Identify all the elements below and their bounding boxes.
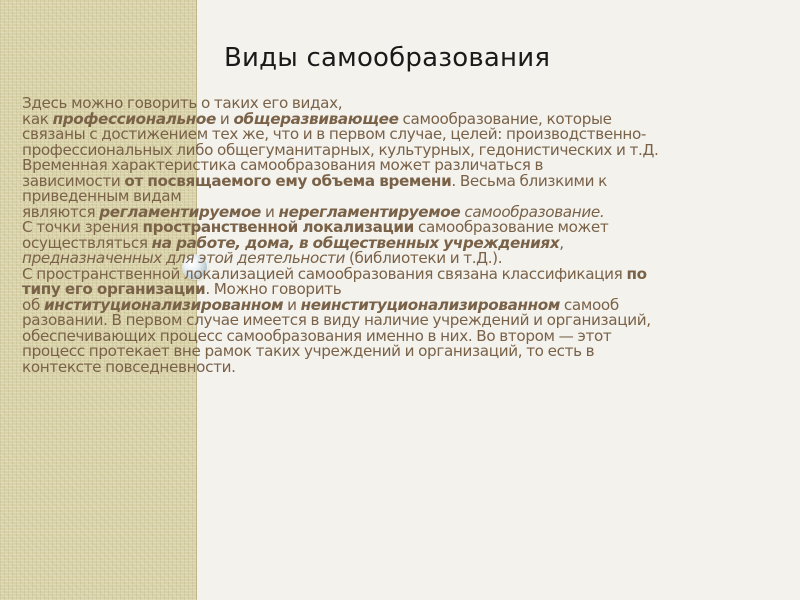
emphasized-text: общеразвивающее: [233, 109, 399, 128]
body-text-segment: являются: [22, 202, 100, 221]
body-text-segment: приведенным видам: [22, 187, 182, 205]
body-text-segment: связаны с достижением тех же, что и в первом случае, целей: производственно-: [22, 125, 647, 143]
body-text-segment: (библиотеки и т.Д.).: [344, 249, 503, 267]
emphasized-text: предназначенных для этой деятельности: [22, 249, 345, 267]
body-text-segment: . Можно говорить: [205, 280, 342, 298]
emphasized-text: на работе, дома, в общественных учреждениях: [151, 233, 560, 252]
body-text-segment: и: [261, 202, 279, 221]
body-text-segment: Временная характеристика самообразования может различаться в: [22, 156, 544, 174]
body-text-segment: осуществляться: [22, 233, 152, 252]
emphasized-text: самообразование.: [464, 202, 605, 221]
emphasized-text: типу его организации: [22, 280, 206, 298]
body-text-segment: профессиональных либо общегуманитарных, культурных, гедонистических и т.Д.: [22, 140, 659, 159]
body-text-segment: зависимости: [22, 171, 125, 190]
emphasized-text: нерегламентируемое: [278, 202, 461, 221]
body-text-segment: . Весьма близкими к: [451, 171, 607, 190]
body-text-segment: Здесь можно говорить о таких его видах,: [22, 94, 343, 112]
body-text-segment: как: [22, 109, 53, 128]
emphasized-text: от посвящаемого ему объема времени: [124, 171, 452, 190]
slide-title: Виды самообразования: [224, 43, 551, 73]
body-text-segment: С пространственной локализацией самообразования связана классификация: [22, 264, 627, 283]
body-text-segment: самообразование может: [413, 218, 609, 236]
emphasized-text: неинституционализированном: [300, 295, 560, 314]
body-text-segment: об: [22, 295, 44, 314]
body-text-segment: С точки зрения: [22, 218, 143, 236]
body-text-segment: самообразование, которые: [398, 109, 612, 128]
slide-body-text: [22, 96, 782, 375]
body-text-segment: и: [215, 109, 234, 128]
body-text-segment: и: [283, 295, 301, 314]
emphasized-text: институционализированном: [43, 295, 284, 314]
emphasized-text: регламентируемое: [99, 202, 261, 221]
emphasized-text: профессиональное: [52, 109, 216, 128]
body-text-segment: процесс протекает вне рамок таких учреждений и организаций, то есть в: [22, 342, 595, 360]
emphasized-text: по: [626, 264, 647, 283]
body-text-segment: контексте повседневности.: [22, 357, 236, 376]
body-text-segment: ,: [559, 233, 564, 252]
body-line: [22, 357, 782, 376]
emphasized-text: пространственной локализации: [142, 218, 414, 236]
body-text-segment: самооб: [559, 295, 619, 314]
body-text-segment: обеспечивающих процесс самообразования именно в них. Во втором — этот: [22, 326, 612, 345]
body-text-segment: разовании. В первом случае имеется в виду наличие учреждений и организаций,: [22, 311, 651, 329]
